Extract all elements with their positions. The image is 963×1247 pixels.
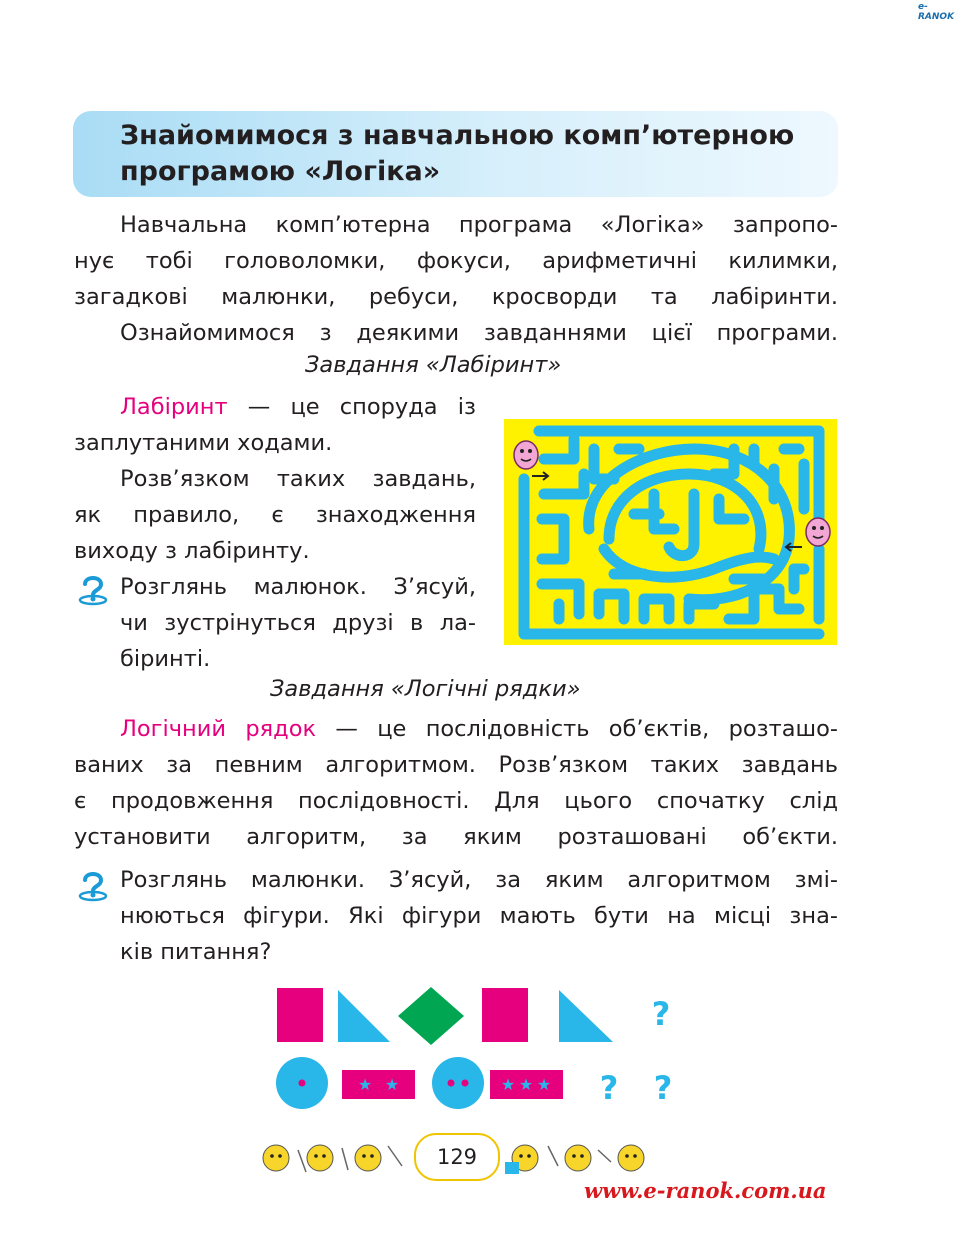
maze-definition-line1 [120,389,476,426]
maze-question-line2: чи зустрінуться друзі в ла- [120,610,476,636]
blue-triangle [338,990,390,1042]
maze-solution-line2: як правило, є знаходження [74,502,476,528]
rows-line-3: є продовження послідовності. Для цього спочатку слід [74,788,838,814]
publisher-url[interactable]: www.e-ranok.com.ua [584,1178,827,1203]
rows-definition-text: — це послідовність об’єктів, розташо- [316,716,838,742]
pink-square [482,988,528,1042]
footer-mascots-right [503,1136,655,1180]
intro-line-4: Ознайомимося з деякими завданнями цієї програми. [120,320,838,346]
svg-text:★: ★ [357,1075,373,1094]
maze-solution-line3: виходу з лабіринту. [74,538,310,564]
svg-text:★: ★ [536,1075,552,1094]
right-character-icon [806,518,830,546]
maze-illustration [504,419,837,645]
intro-line-2: нує тобі головоломки, фокуси, арифметичні килимки, [74,248,838,274]
intro-line-3: загадкові малюнки, ребуси, кросворди та лабіринти. [74,284,838,310]
maze-term: Лабіринт [120,394,228,420]
page-number: 129 [414,1133,500,1181]
rows-definition-line1 [120,711,838,748]
footer-mascots-left [258,1136,410,1180]
pink-square [277,988,323,1042]
svg-text:★: ★ [384,1075,400,1094]
rows-task-heading: Завдання «Логічні рядки» [270,676,581,702]
question-mark: ? [599,1069,619,1107]
question-icon [76,868,110,902]
maze-question-line1: Розглянь малюнок. З’ясуй, [120,574,476,600]
section-title-line1: Знайомимося з навчальною комп’ютерною [120,120,795,151]
left-character-icon [514,441,538,469]
question-mark: ? [651,995,671,1033]
rows-line-4: установити алгоритм, за яким розташовані об’єкти. [74,824,838,850]
rows-question-line2: нюються фігури. Які фігури мають бути на місці зна- [120,903,838,929]
rows-line-2: ваних за певним алгоритмом. Розв’язком таких завдань [74,752,838,778]
green-diamond [398,987,464,1045]
maze-solution-line1: Розв’язком таких завдань, [120,466,476,492]
svg-text:★: ★ [518,1075,534,1094]
question-icon [76,572,110,606]
maze-task-heading: Завдання «Лабіринт» [305,352,562,378]
intro-line-1: Навчальна комп’ютерна програма «Логіка» запропо- [120,212,838,238]
maze-definition-line2: заплутаними ходами. [74,430,333,456]
logic-rows-figure [270,980,690,1120]
pink-rect-two-stars [342,1070,415,1099]
svg-text:★: ★ [500,1075,516,1094]
rows-term: Логічний рядок [120,716,317,742]
publisher-logo: e-RANOK [918,2,955,22]
maze-definition-text: — це споруда із [227,394,476,420]
section-title [120,118,820,190]
section-title-line2: програмою «Логіка» [120,156,441,187]
question-mark: ? [653,1069,673,1107]
blue-circle-two-dots [432,1057,484,1109]
rows-question-line3: ків питання? [120,939,272,965]
maze-question-line3: біринті. [120,646,211,672]
rows-question-line1: Розглянь малюнки. З’ясуй, за яким алгоритмом змі- [120,867,838,893]
blue-triangle [559,990,613,1042]
